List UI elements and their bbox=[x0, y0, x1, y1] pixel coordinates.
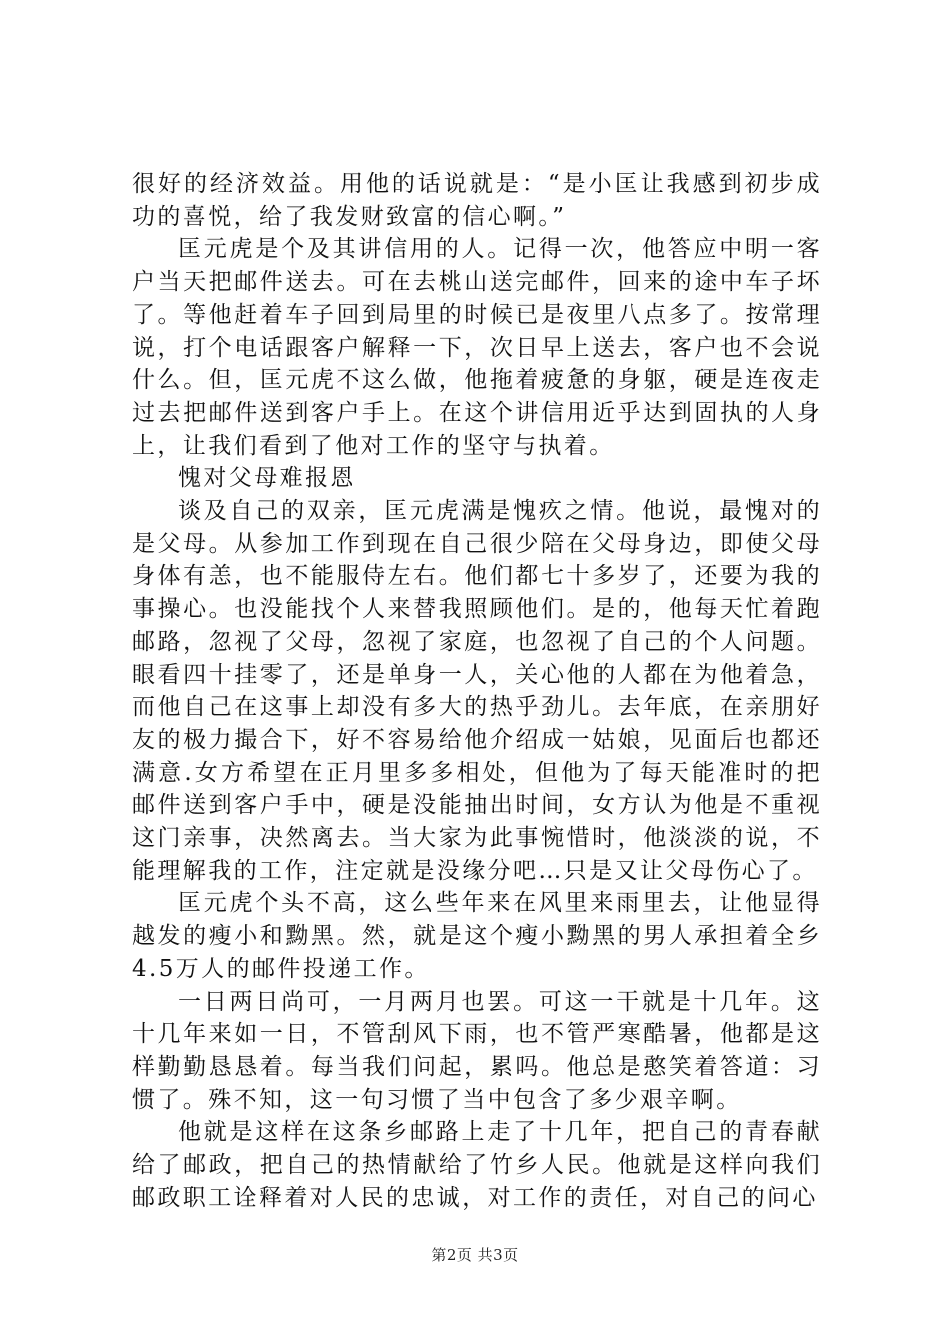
paragraph-perseverance: 一日两日尚可，一月两月也罢。可这一干就是十几年。这十几年来如一日，不管刮风下雨，也不管严寒酷暑，他都是这样勤勤恳恳着。每当我们问起，累吗。他总是憨笑着答道：习惯了。殊不知，这一句习惯了当中包含了多少艰辛啊。 bbox=[132, 988, 822, 1113]
section-heading-parents: 愧对父母难报恩 bbox=[178, 465, 356, 492]
paragraph-continuation: 很好的经济效益。用他的话说就是：“是小匡让我感到初步成功的喜悦，给了我发财致富的信心啊。” bbox=[132, 171, 822, 230]
paragraph-dedication: 他就是这样在这条乡邮路上走了十几年，把自己的青春献给了邮政，把自己的热情献给了竹乡人民。他就是这样向我们邮政职工诠释着对人民的忠诚，对工作的责任，对自己的问心 bbox=[132, 1119, 822, 1211]
page-footer bbox=[0, 1244, 950, 1265]
page-number-label: 第2页 共3页 bbox=[431, 1246, 519, 1264]
paragraph-credibility: 匡元虎是个及其讲信用的人。记得一次，他答应中明一客户当天把邮件送去。可在去桃山送完邮件，回来的途中车子坏了。等他赶着车子回到局里的时候已是夜里八点多了。按常理说，打个电话跟客户解释一下，次日早上送去，客户也不会说什么。但，匡元虎不这么做，他拖着疲惫的身躯，硬是连夜走过去把邮件送到客户手上。在这个讲信用近乎达到固执的人身上，让我们看到了他对工作的坚守与执着。 bbox=[132, 236, 822, 459]
document-body bbox=[132, 168, 822, 1215]
paragraph-appearance: 匡元虎个头不高，这么些年来在风里来雨里去，让他显得越发的瘦小和黝黑。然，就是这个瘦小黝黑的男人承担着全乡4.5万人的邮件投递工作。 bbox=[132, 890, 822, 982]
paragraph-parents: 谈及自己的双亲，匡元虎满是愧疚之情。他说，最愧对的是父母。从参加工作到现在自己很少陪在父母身边，即使父母身体有恙，也不能服侍左右。他们都七十多岁了，还要为我的事操心。也没能找个人来替我照顾他们。是的，他每天忙着跑邮路，忽视了父母，忽视了家庭，也忽视了自己的个人问题。眼看四十挂零了，还是单身一人，关心他的人都在为他着急，而他自己在这事上却没有多大的热乎劲儿。去年底，在亲朋好友的极力撮合下，好不容易给他介绍成一姑娘，见面后也都还满意.女方希望在正月里多多相处，但他为了每天能准时的把邮件送到客户手中，硬是没能抽出时间，女方认为他是不重视这门亲事，决然离去。当大家为此事惋惜时，他淡淡的说，不能理解我的工作，注定就是没缘分吧…只是又让父母伤心了。 bbox=[132, 498, 822, 884]
